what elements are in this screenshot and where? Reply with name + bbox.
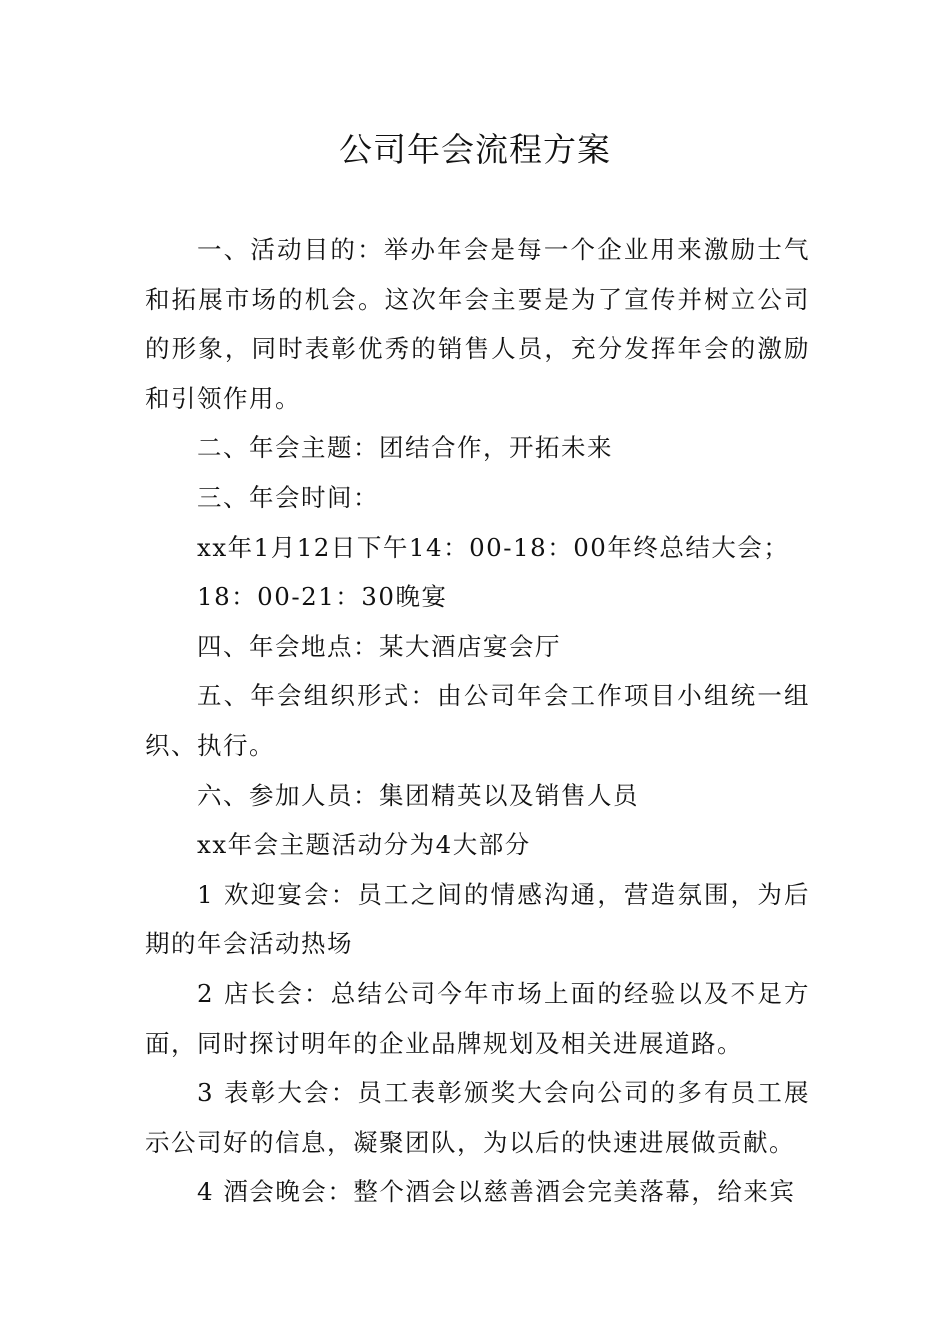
paragraph-time-heading: 三、年会时间： (197, 482, 379, 512)
paragraph-activity-4: 4 酒会晚会：整个酒会以慈善酒会完美落幕，给来宾 (197, 1177, 796, 1207)
paragraph-time-dinner: 18：00-21：30晚宴 (197, 582, 448, 612)
paragraph-participants: 六、参加人员：集团精英以及销售人员 (197, 780, 639, 810)
document-body (145, 225, 810, 1217)
paragraph-activity-1: 1 欢迎宴会：员工之间的情感沟通，营造氛围，为后期的年会活动热场 (145, 879, 810, 959)
paragraph-organization: 五、年会组织形式：由公司年会工作项目小组统一组织、执行。 (145, 681, 810, 760)
paragraph-theme: 二、年会主题：团结合作，开拓未来 (197, 433, 613, 463)
paragraph-location: 四、年会地点：某大酒店宴会厅 (197, 631, 561, 661)
paragraph-activities-intro: xx年会主题活动分为4大部分 (197, 830, 531, 860)
paragraph-time-meeting: xx年1月12日下午14：00-18：00年终总结大会； (197, 532, 790, 562)
paragraph-activity-2: 2 店长会：总结公司今年市场上面的经验以及不足方面，同时探讨明年的企业品牌规划及相关进展道路。 (145, 978, 810, 1058)
paragraph-purpose: 一、活动目的：举办年会是每一个企业用来激励士气和拓展市场的机会。这次年会主要是为了宣传并树立公司的形象，同时表彰优秀的销售人员，充分发挥年会的激励和引领作用。 (145, 235, 810, 413)
document-title: 公司年会流程方案 (339, 130, 611, 169)
paragraph-activity-3: 3 表彰大会：员工表彰颁奖大会向公司的多有员工展示公司好的信息，凝聚团队，为以后的快速进展做贡献。 (145, 1078, 810, 1157)
